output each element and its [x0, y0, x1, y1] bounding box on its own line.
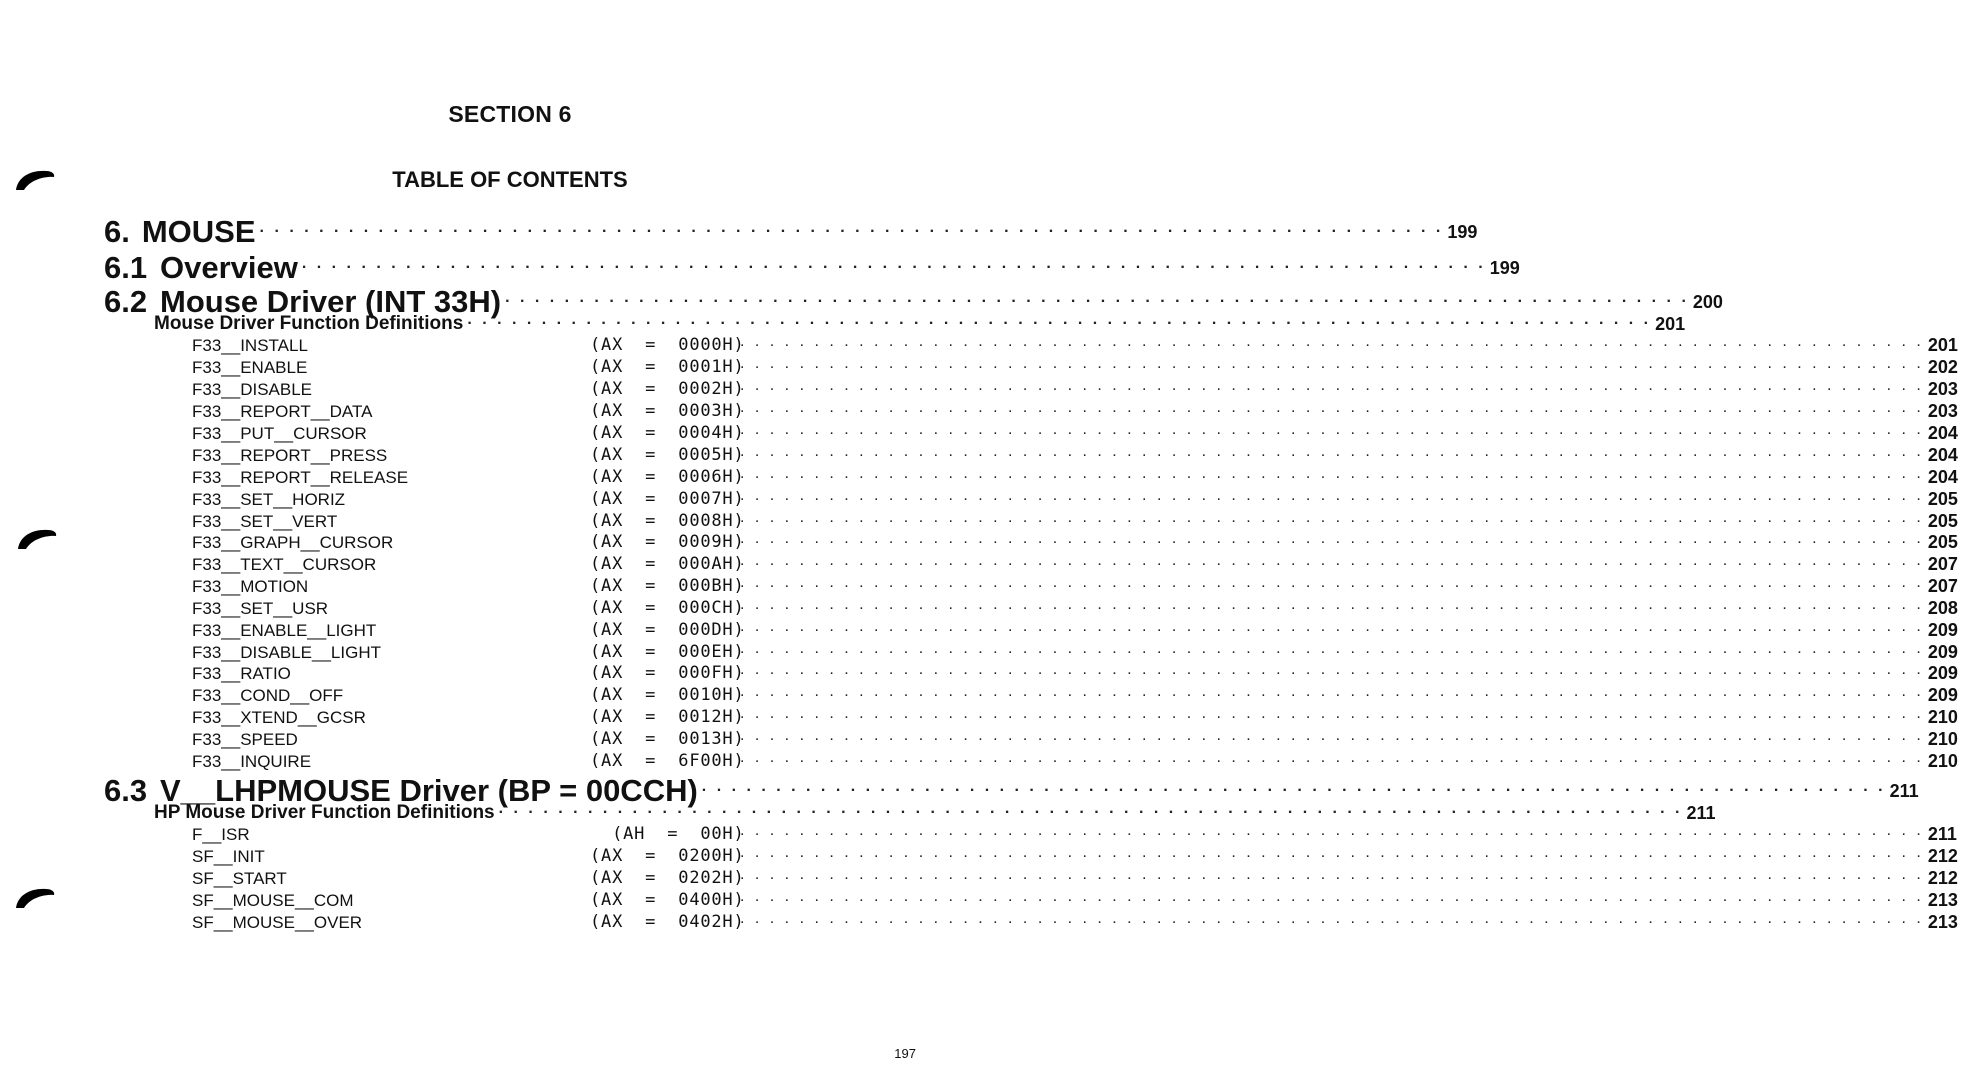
dot-leader: . . . . . . . . . . . . . . . . . . . . . . . . . . . . . . . . . . . . . . . . . . . . . . . . . . . . . . . . . . . . . . . . . . . . . . . . . . . . . . . .: [740, 705, 1924, 722]
dot-leader: . . . . . . . . . . . . . . . . . . . . . . . . . . . . . . . . . . . . . . . . . . . . . . . . . . . . . . . . . . . . . . . . . . . . . . . . . . . . . . . .: [740, 844, 1924, 861]
toc-entry-title: F33__ENABLE: [192, 358, 308, 377]
toc-entry-page: 202: [1927, 357, 1958, 377]
dot-leader: . . . . . . . . . . . . . . . . . . . . . . . . . . . . . . . . . . . . . . . . . . . . . . . . . . . . . . . . . . . . . . . . . . . . . . . . . . . . . . . .: [740, 509, 1924, 526]
toc-entry-page: 211: [1686, 803, 1716, 823]
toc-entry-page: 213: [1927, 912, 1958, 932]
toc-entry-title: F33__TEXT__CURSOR: [192, 555, 377, 574]
toc-entry-function-code: (AX = 0013H): [590, 729, 745, 749]
page-number: 197: [894, 1046, 916, 1061]
toc-entry-function-code: (AX = 0200H): [590, 846, 745, 866]
toc-entry-title: F33__DISABLE__LIGHT: [192, 643, 381, 662]
toc-entry-function-code: (AX = 000BH): [590, 576, 745, 596]
toc-entry-title: Mouse Driver Function Definitions: [154, 313, 464, 334]
toc-entry-page: 199: [1489, 258, 1520, 278]
dot-leader: . . . . . . . . . . . . . . . . . . . . . . . . . . . . . . . . . . . . . . . . . . . . . . . . . . . . . . . . . . . . . . . . . . . . . . . . . . . . . . . .: [498, 800, 1683, 817]
dot-leader: . . . . . . . . . . . . . . . . . . . . . . . . . . . . . . . . . . . . . . . . . . . . . . . . . . . . . . . . . . . . . . . . . . . . . . . . . . . . . . . .: [740, 866, 1924, 883]
toc-entry-function-code: (AX = 0000H): [590, 335, 745, 355]
toc-entry-function-code: (AX = 0007H): [590, 489, 745, 509]
toc-entry-function-code: (AX = 000CH): [590, 598, 745, 618]
dot-leader: . . . . . . . . . . . . . . . . . . . . . . . . . . . . . . . . . . . . . . . . . . . . . . . . . . . . . . . . . . . . . . . . . . . . . . . . . . . . . . . .: [740, 640, 1924, 657]
toc-entry-page: 210: [1927, 729, 1958, 749]
toc-entry-function-code: (AX = 000AH): [590, 554, 745, 574]
toc-entry-function-code: (AX = 0006H): [590, 467, 745, 487]
toc-entry-page: 211: [1927, 824, 1957, 844]
toc-entry-title: F33__SPEED: [192, 730, 298, 749]
toc-entry-page: 204: [1927, 445, 1958, 465]
toc-entry: [0, 211, 1478, 249]
toc-entry-title: F33__INQUIRE: [192, 752, 312, 771]
toc-entry-page: 210: [1927, 707, 1958, 727]
toc-entry-page: 205: [1927, 532, 1958, 552]
toc-entry-page: 201: [1927, 335, 1958, 355]
toc-title: TABLE OF CONTENTS: [392, 167, 628, 192]
toc-entry-title: F33__ENABLE__LIGHT: [192, 621, 377, 640]
dot-leader: . . . . . . . . . . . . . . . . . . . . . . . . . . . . . . . . . . . . . . . . . . . . . . . . . . . . . . . . . . . . . . . . . . . . . . . . . . . . . . . .: [740, 421, 1924, 438]
dot-leader: . . . . . . . . . . . . . . . . . . . . . . . . . . . . . . . . . . . . . . . . . . . . . . . . . . . . . . . . . . . . . . . . . . . . . . . . . . . . . . . .: [740, 487, 1924, 504]
toc-entry-title: SF__MOUSE__COM: [192, 891, 354, 910]
toc-entry-page: 212: [1927, 846, 1958, 866]
toc-entry-page: 201: [1655, 314, 1686, 334]
toc-entry-title: F33__PUT__CURSOR: [192, 424, 367, 443]
toc-entry-function-code: (AX = 000EH): [590, 642, 745, 662]
toc-entry-title: F33__COND__OFF: [192, 686, 344, 705]
toc-entry-page: 209: [1927, 642, 1958, 662]
toc-entry: [0, 908, 1958, 933]
toc-entry-title: F33__XTEND__GCSR: [192, 708, 366, 727]
section-title: SECTION 6: [448, 101, 572, 127]
toc-entry-page: 207: [1927, 576, 1958, 596]
toc-entry-function-code: (AX = 0009H): [590, 532, 745, 552]
dot-leader: . . . . . . . . . . . . . . . . . . . . . . . . . . . . . . . . . . . . . . . . . . . . . . . . . . . . . . . . . . . . . . . . . . . . . . . . . . . . . . . .: [740, 552, 1924, 569]
toc-entry-title: F33__SET__VERT: [192, 512, 338, 531]
dot-leader: . . . . . . . . . . . . . . . . . . . . . . . . . . . . . . . . . . . . . . . . . . . . . . . . . . . . . . . . . . . . . . . . . . . . . . . . . . . . . . . .: [740, 727, 1924, 744]
toc-entry-title: SF__INIT: [192, 847, 265, 866]
toc-entry-title: SF__START: [192, 869, 287, 888]
dot-leader: . . . . . . . . . . . . . . . . . . . . . . . . . . . . . . . . . . . . . . . . . . . . . . . . . . . . . . . . . . . . . . . . . . . . . . . . . . . . . . . .: [740, 574, 1924, 591]
toc-entry-function-code: (AX = 0001H): [590, 357, 745, 377]
toc-entry-title: F33__REPORT__DATA: [192, 402, 373, 421]
toc-entry-title: MOUSE: [141, 214, 256, 249]
toc-entry-function-code: (AX = 0002H): [590, 379, 745, 399]
toc-entry: [0, 747, 1958, 772]
toc-entry-title: Mouse Driver (INT 33H): [160, 284, 502, 319]
toc-entry-function-code: (AX = 0012H): [590, 707, 745, 727]
dot-leader: . . . . . . . . . . . . . . . . . . . . . . . . . . . . . . . . . . . . . . . . . . . . . . . . . . . . . . . . . . . . . . . . . . . . . . . . . . . . . . . .: [301, 255, 1486, 272]
toc-entry-number: 6.1: [104, 250, 148, 285]
dot-leader: . . . . . . . . . . . . . . . . . . . . . . . . . . . . . . . . . . . . . . . . . . . . . . . . . . . . . . . . . . . . . . . . . . . . . . . . . . . . . . . .: [467, 311, 1652, 328]
dot-leader: . . . . . . . . . . . . . . . . . . . . . . . . . . . . . . . . . . . . . . . . . . . . . . . . . . . . . . . . . . . . . . . . . . . . . . . . . . . . . . . .: [740, 822, 1924, 839]
toc-entry: [0, 247, 1520, 285]
toc-entry-page: 209: [1927, 620, 1958, 640]
toc-entry-function-code: (AX = 0402H): [590, 912, 745, 932]
toc-entry-title: F33__REPORT__PRESS: [192, 446, 388, 465]
dot-leader: . . . . . . . . . . . . . . . . . . . . . . . . . . . . . . . . . . . . . . . . . . . . . . . . . . . . . . . . . . . . . . . . . . . . . . . . . . . . . . . .: [740, 355, 1924, 372]
dot-leader: . . . . . . . . . . . . . . . . . . . . . . . . . . . . . . . . . . . . . . . . . . . . . . . . . . . . . . . . . . . . . . . . . . . . . . . . . . . . . . . .: [740, 683, 1924, 700]
dot-leader: . . . . . . . . . . . . . . . . . . . . . . . . . . . . . . . . . . . . . . . . . . . . . . . . . . . . . . . . . . . . . . . . . . . . . . . . . . . . . . . .: [740, 749, 1924, 766]
toc-entry-function-code: (AX = 0400H): [590, 890, 745, 910]
toc-entry-function-code: (AX = 0005H): [590, 445, 745, 465]
toc-entry-page: 209: [1927, 685, 1958, 705]
toc-entry-title: F33__MOTION: [192, 577, 309, 596]
toc-entry-title: F__ISR: [192, 825, 250, 844]
toc-entry-page: 200: [1692, 292, 1723, 312]
dot-leader: . . . . . . . . . . . . . . . . . . . . . . . . . . . . . . . . . . . . . . . . . . . . . . . . . . . . . . . . . . . . . . . . . . . . . . . . . . . . . . . .: [740, 399, 1924, 416]
dot-leader: . . . . . . . . . . . . . . . . . . . . . . . . . . . . . . . . . . . . . . . . . . . . . . . . . . . . . . . . . . . . . . . . . . . . . . . . . . . . . . . .: [505, 289, 1689, 306]
toc-entry-title: F33__REPORT__RELEASE: [192, 468, 409, 487]
toc-entry-title: V__LHPMOUSE Driver (BP = 00CCH): [160, 773, 698, 808]
toc-entry-page: 203: [1927, 379, 1958, 399]
toc-entry-title: F33__INSTALL: [192, 336, 308, 355]
toc-entry-page: 213: [1927, 890, 1958, 910]
dot-leader: . . . . . . . . . . . . . . . . . . . . . . . . . . . . . . . . . . . . . . . . . . . . . . . . . . . . . . . . . . . . . . . . . . . . . . . . . . . . . . . .: [701, 778, 1886, 795]
dot-leader: . . . . . . . . . . . . . . . . . . . . . . . . . . . . . . . . . . . . . . . . . . . . . . . . . . . . . . . . . . . . . . . . . . . . . . . . . . . . . . . .: [740, 888, 1924, 905]
toc-entry-title: F33__DISABLE: [192, 380, 313, 399]
toc-entry-function-code: (AX = 0003H): [590, 401, 745, 421]
toc-entry-page: 208: [1927, 598, 1958, 618]
toc-entry-title: SF__MOUSE__OVER: [192, 913, 363, 932]
toc-entry-page: 204: [1927, 423, 1958, 443]
toc-entry-page: 209: [1927, 663, 1958, 683]
toc-entry-function-code: (AX = 0008H): [590, 511, 745, 531]
dot-leader: . . . . . . . . . . . . . . . . . . . . . . . . . . . . . . . . . . . . . . . . . . . . . . . . . . . . . . . . . . . . . . . . . . . . . . . . . . . . . . . .: [740, 377, 1924, 394]
toc-entry-title: F33__RATIO: [192, 664, 291, 683]
toc-entry-function-code: (AX = 0004H): [590, 423, 745, 443]
dot-leader: . . . . . . . . . . . . . . . . . . . . . . . . . . . . . . . . . . . . . . . . . . . . . . . . . . . . . . . . . . . . . . . . . . . . . . . . . . . . . . . .: [740, 596, 1924, 613]
toc-entry-number: 6.: [104, 214, 130, 249]
dot-leader: . . . . . . . . . . . . . . . . . . . . . . . . . . . . . . . . . . . . . . . . . . . . . . . . . . . . . . . . . . . . . . . . . . . . . . . . . . . . . . . .: [740, 333, 1924, 350]
toc-entry-page: 199: [1447, 222, 1478, 242]
dot-leader: . . . . . . . . . . . . . . . . . . . . . . . . . . . . . . . . . . . . . . . . . . . . . . . . . . . . . . . . . . . . . . . . . . . . . . . . . . . . . . . .: [740, 661, 1924, 678]
toc-entry-page: 207: [1927, 554, 1958, 574]
toc-entry-title: HP Mouse Driver Function Definitions: [154, 802, 495, 823]
toc-entry-page: 203: [1927, 401, 1958, 421]
dot-leader: . . . . . . . . . . . . . . . . . . . . . . . . . . . . . . . . . . . . . . . . . . . . . . . . . . . . . . . . . . . . . . . . . . . . . . . . . . . . . . . .: [740, 443, 1924, 460]
dot-leader: . . . . . . . . . . . . . . . . . . . . . . . . . . . . . . . . . . . . . . . . . . . . . . . . . . . . . . . . . . . . . . . . . . . . . . . . . . . . . . . .: [259, 219, 1444, 236]
toc-entry-page: 205: [1927, 511, 1958, 531]
toc-entry-function-code: (AX = 0202H): [590, 868, 745, 888]
toc-entry-function-code: (AX = 000DH): [590, 620, 745, 640]
toc-entry-function-code: (AH = 00H): [590, 824, 745, 844]
toc-entry-title: Overview: [160, 250, 298, 285]
toc-entry-page: 204: [1927, 467, 1958, 487]
toc-entry-page: 211: [1889, 781, 1919, 801]
dot-leader: . . . . . . . . . . . . . . . . . . . . . . . . . . . . . . . . . . . . . . . . . . . . . . . . . . . . . . . . . . . . . . . . . . . . . . . . . . . . . . . .: [740, 618, 1924, 635]
toc-entry-function-code: (AX = 6F00H): [590, 751, 745, 771]
toc-entry-title: F33__SET__HORIZ: [192, 490, 346, 509]
toc-entry-title: F33__GRAPH__CURSOR: [192, 533, 394, 552]
toc-entry-function-code: (AX = 000FH): [590, 663, 745, 683]
dot-leader: . . . . . . . . . . . . . . . . . . . . . . . . . . . . . . . . . . . . . . . . . . . . . . . . . . . . . . . . . . . . . . . . . . . . . . . . . . . . . . . .: [740, 530, 1924, 547]
toc-entry-page: 205: [1927, 489, 1958, 509]
dot-leader: . . . . . . . . . . . . . . . . . . . . . . . . . . . . . . . . . . . . . . . . . . . . . . . . . . . . . . . . . . . . . . . . . . . . . . . . . . . . . . . .: [740, 910, 1924, 927]
toc-entry-number: 6.2: [104, 284, 148, 319]
dot-leader: . . . . . . . . . . . . . . . . . . . . . . . . . . . . . . . . . . . . . . . . . . . . . . . . . . . . . . . . . . . . . . . . . . . . . . . . . . . . . . . .: [740, 465, 1924, 482]
toc-entry-function-code: (AX = 0010H): [590, 685, 745, 705]
toc-entry-title: F33__SET__USR: [192, 599, 329, 618]
toc-entry-page: 212: [1927, 868, 1958, 888]
toc-entry-page: 210: [1927, 751, 1958, 771]
toc-entry-number: 6.3: [104, 773, 148, 808]
